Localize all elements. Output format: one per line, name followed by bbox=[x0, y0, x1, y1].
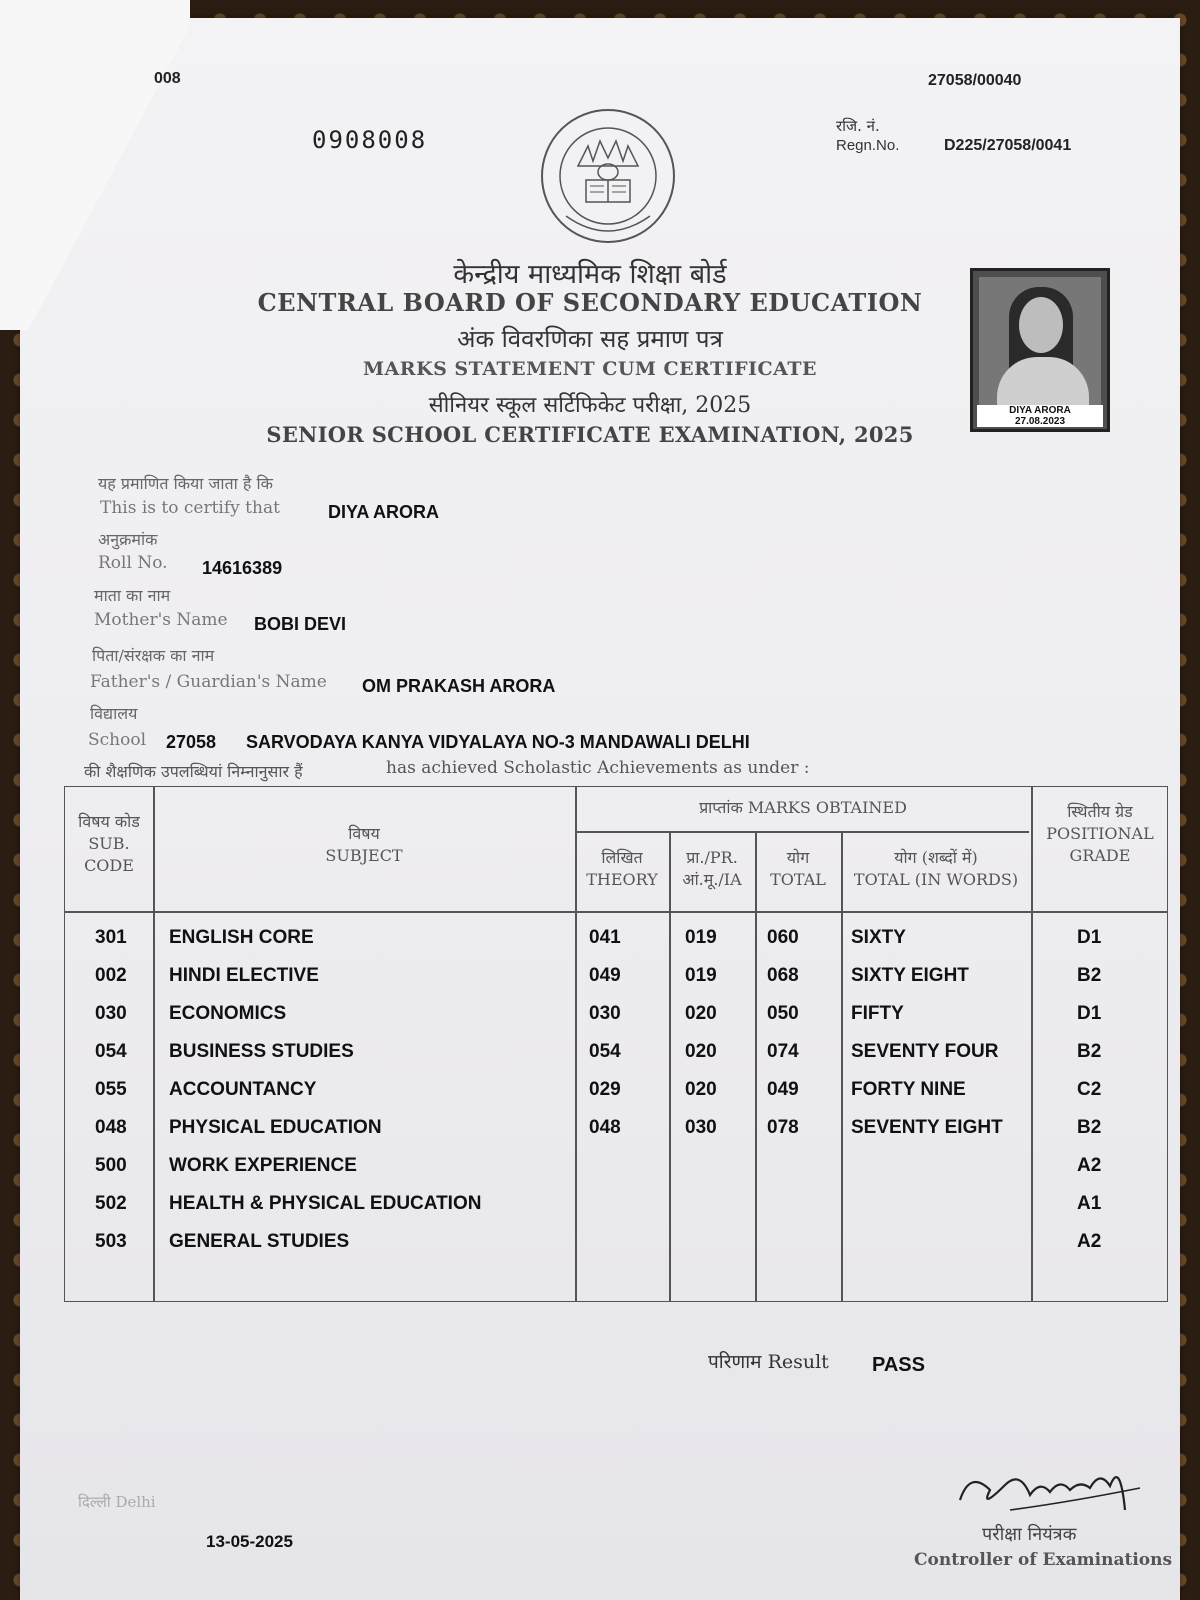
header-total-hindi: योग bbox=[786, 848, 810, 867]
row-total-words: FIFTY bbox=[851, 1003, 904, 1024]
achievements-label-hindi: की शैक्षणिक उपलब्धियां निम्नानुसार हैं bbox=[84, 762, 303, 781]
row-code: 054 bbox=[95, 1041, 127, 1062]
row-code: 055 bbox=[95, 1079, 127, 1100]
header-marks-label: MARKS OBTAINED bbox=[747, 798, 907, 817]
header-total bbox=[755, 847, 841, 891]
student-photo bbox=[970, 268, 1110, 432]
row-subject: ECONOMICS bbox=[169, 1003, 287, 1024]
row-grade: A2 bbox=[1077, 1155, 1102, 1176]
table-row bbox=[65, 1193, 1169, 1231]
photo-caption-date: 27.08.2023 bbox=[1014, 416, 1066, 427]
header-marks-hindi: प्राप्तांक bbox=[699, 798, 743, 817]
row-practical: 019 bbox=[685, 927, 717, 948]
row-grade: B2 bbox=[1077, 1041, 1102, 1062]
row-grade: A1 bbox=[1077, 1193, 1102, 1214]
row-practical: 020 bbox=[685, 1041, 717, 1062]
row-total: 074 bbox=[767, 1041, 799, 1062]
exam-title: SENIOR SCHOOL CERTIFICATE EXAMINATION, 2025 bbox=[266, 422, 914, 447]
header-subject-label: SUBJECT bbox=[325, 846, 403, 865]
row-theory: 029 bbox=[589, 1079, 621, 1100]
roll-label-hindi: अनुक्रमांक bbox=[98, 530, 158, 549]
school-name: SARVODAYA KANYA VIDYALAYA NO-3 MANDAWALI DELHI bbox=[246, 732, 750, 752]
row-subject: GENERAL STUDIES bbox=[169, 1231, 350, 1252]
header-grade-line1: POSITIONAL bbox=[1046, 824, 1154, 843]
header-grade bbox=[1031, 801, 1169, 867]
header-subject-hindi: विषय bbox=[348, 824, 380, 843]
header-grade-line2: GRADE bbox=[1069, 846, 1131, 865]
certify-label: This is to certify that bbox=[100, 498, 280, 518]
row-practical: 030 bbox=[685, 1117, 717, 1138]
roll-label: Roll No. bbox=[98, 553, 168, 573]
header-marks-obtained bbox=[575, 797, 1031, 819]
document-title-hindi: अंक विवरणिका सह प्रमाण पत्र bbox=[457, 325, 723, 353]
table-row bbox=[65, 1117, 1169, 1155]
row-total: 068 bbox=[767, 965, 799, 986]
row-grade: B2 bbox=[1077, 1117, 1102, 1138]
row-practical: 020 bbox=[685, 1079, 717, 1100]
header-total-label: TOTAL bbox=[770, 870, 826, 889]
row-code: 002 bbox=[95, 965, 127, 986]
row-code: 502 bbox=[95, 1193, 127, 1214]
row-total: 049 bbox=[767, 1079, 799, 1100]
row-code: 048 bbox=[95, 1117, 127, 1138]
regn-label: Regn.No. bbox=[836, 137, 900, 154]
controller-label: Controller of Examinations bbox=[914, 1550, 1173, 1570]
header-grade-hindi: स्थितीय ग्रेड bbox=[1067, 802, 1133, 821]
father-name: OM PRAKASH ARORA bbox=[362, 676, 556, 696]
row-total-words: FORTY NINE bbox=[851, 1079, 966, 1100]
table-row bbox=[65, 1003, 1169, 1041]
row-theory: 048 bbox=[589, 1117, 621, 1138]
header-ia-label: आं.मू./IA bbox=[682, 870, 742, 889]
photo-face bbox=[1019, 297, 1063, 353]
achievements-label: has achieved Scholastic Achievements as under : bbox=[386, 758, 810, 778]
header-pr-label: प्रा./PR. bbox=[686, 848, 738, 867]
table-row bbox=[65, 965, 1169, 1003]
header-divider bbox=[65, 911, 1167, 913]
row-total: 060 bbox=[767, 927, 799, 948]
row-subject: WORK EXPERIENCE bbox=[169, 1155, 357, 1176]
top-right-code: 27058/00040 bbox=[928, 72, 1022, 89]
issue-date: 13-05-2025 bbox=[206, 1532, 293, 1551]
result-label bbox=[708, 1348, 829, 1374]
header-words-hindi: योग (शब्दों में) bbox=[894, 848, 978, 867]
school-code: 27058 bbox=[166, 732, 217, 752]
cbse-seal-icon bbox=[538, 106, 678, 246]
table-row bbox=[65, 1041, 1169, 1079]
row-total-words: SIXTY EIGHT bbox=[851, 965, 969, 986]
student-name: DIYA ARORA bbox=[328, 502, 440, 522]
row-subject: ENGLISH CORE bbox=[169, 927, 314, 948]
table-row bbox=[65, 1231, 1169, 1269]
header-subject bbox=[153, 823, 575, 867]
place: दिल्ली Delhi bbox=[78, 1493, 156, 1511]
controller-label-hindi: परीक्षा नियंत्रक bbox=[982, 1524, 1077, 1545]
header-words-label: TOTAL (IN WORDS) bbox=[853, 870, 1019, 889]
row-theory: 054 bbox=[589, 1041, 621, 1062]
mother-label: Mother's Name bbox=[94, 610, 228, 630]
row-grade: D1 bbox=[1077, 927, 1102, 948]
row-grade: C2 bbox=[1077, 1079, 1102, 1100]
roll-number: 14616389 bbox=[202, 558, 283, 578]
row-subject: HINDI ELECTIVE bbox=[169, 965, 319, 986]
header-theory bbox=[575, 847, 669, 891]
photo-caption-name: DIYA ARORA bbox=[1009, 405, 1071, 416]
header-code-line2: CODE bbox=[84, 856, 134, 875]
marks-table bbox=[64, 786, 1168, 1302]
result-value: PASS bbox=[872, 1354, 925, 1376]
result-label-english: Result bbox=[767, 1351, 829, 1373]
row-total: 050 bbox=[767, 1003, 799, 1024]
header-code-hindi: विषय कोड bbox=[78, 812, 140, 831]
table-row bbox=[65, 1079, 1169, 1117]
father-label: Father's / Guardian's Name bbox=[90, 672, 327, 692]
school-label-hindi: विद्यालय bbox=[90, 704, 138, 723]
header-theory-label: THEORY bbox=[586, 870, 658, 889]
row-grade: D1 bbox=[1077, 1003, 1102, 1024]
father-label-hindi: पिता/संरक्षक का नाम bbox=[92, 646, 215, 665]
row-practical: 020 bbox=[685, 1003, 717, 1024]
row-subject: ACCOUNTANCY bbox=[169, 1079, 317, 1100]
regn-label-hindi: रजि. नं. bbox=[836, 117, 880, 135]
serial-number: 0908008 bbox=[312, 126, 428, 154]
certify-label-hindi: यह प्रमाणित किया जाता है कि bbox=[98, 474, 273, 493]
row-code: 503 bbox=[95, 1231, 127, 1252]
document-title: MARKS STATEMENT CUM CERTIFICATE bbox=[363, 358, 817, 380]
header-practical bbox=[669, 847, 755, 891]
exam-title-hindi: सीनियर स्कूल सर्टिफिकेट परीक्षा, 2025 bbox=[428, 393, 752, 418]
top-left-code: 008 bbox=[154, 70, 181, 87]
photo-caption bbox=[977, 405, 1103, 427]
regn-number: D225/27058/0041 bbox=[944, 137, 1072, 154]
result-label-hindi: परिणाम bbox=[708, 1351, 762, 1373]
row-practical: 019 bbox=[685, 965, 717, 986]
row-total: 078 bbox=[767, 1117, 799, 1138]
row-code: 301 bbox=[95, 927, 127, 948]
table-row bbox=[65, 1155, 1169, 1193]
row-total-words: SIXTY bbox=[851, 927, 906, 948]
row-grade: B2 bbox=[1077, 965, 1102, 986]
row-divider bbox=[575, 831, 1029, 833]
mother-label-hindi: माता का नाम bbox=[94, 586, 171, 605]
row-code: 500 bbox=[95, 1155, 127, 1176]
row-subject: PHYSICAL EDUCATION bbox=[169, 1117, 382, 1138]
table-row bbox=[65, 927, 1169, 965]
header-total-words bbox=[841, 847, 1031, 891]
row-subject: HEALTH & PHYSICAL EDUCATION bbox=[169, 1193, 482, 1214]
row-theory: 049 bbox=[589, 965, 621, 986]
row-theory: 030 bbox=[589, 1003, 621, 1024]
row-total-words: SEVENTY EIGHT bbox=[851, 1117, 1003, 1138]
mother-name: BOBI DEVI bbox=[254, 614, 347, 634]
row-theory: 041 bbox=[589, 927, 621, 948]
school-label: School bbox=[88, 730, 147, 750]
row-total-words: SEVENTY FOUR bbox=[851, 1041, 999, 1062]
controller-signature-icon bbox=[950, 1440, 1150, 1530]
header-code bbox=[65, 811, 153, 877]
row-grade: A2 bbox=[1077, 1231, 1102, 1252]
photo-background bbox=[979, 277, 1101, 405]
row-subject: BUSINESS STUDIES bbox=[169, 1041, 354, 1062]
board-title-hindi: केन्द्रीय माध्यमिक शिक्षा बोर्ड bbox=[453, 259, 727, 290]
board-title: CENTRAL BOARD OF SECONDARY EDUCATION bbox=[257, 288, 923, 317]
row-code: 030 bbox=[95, 1003, 127, 1024]
header-theory-hindi: लिखित bbox=[601, 848, 643, 867]
header-code-line1: SUB. bbox=[88, 834, 130, 853]
